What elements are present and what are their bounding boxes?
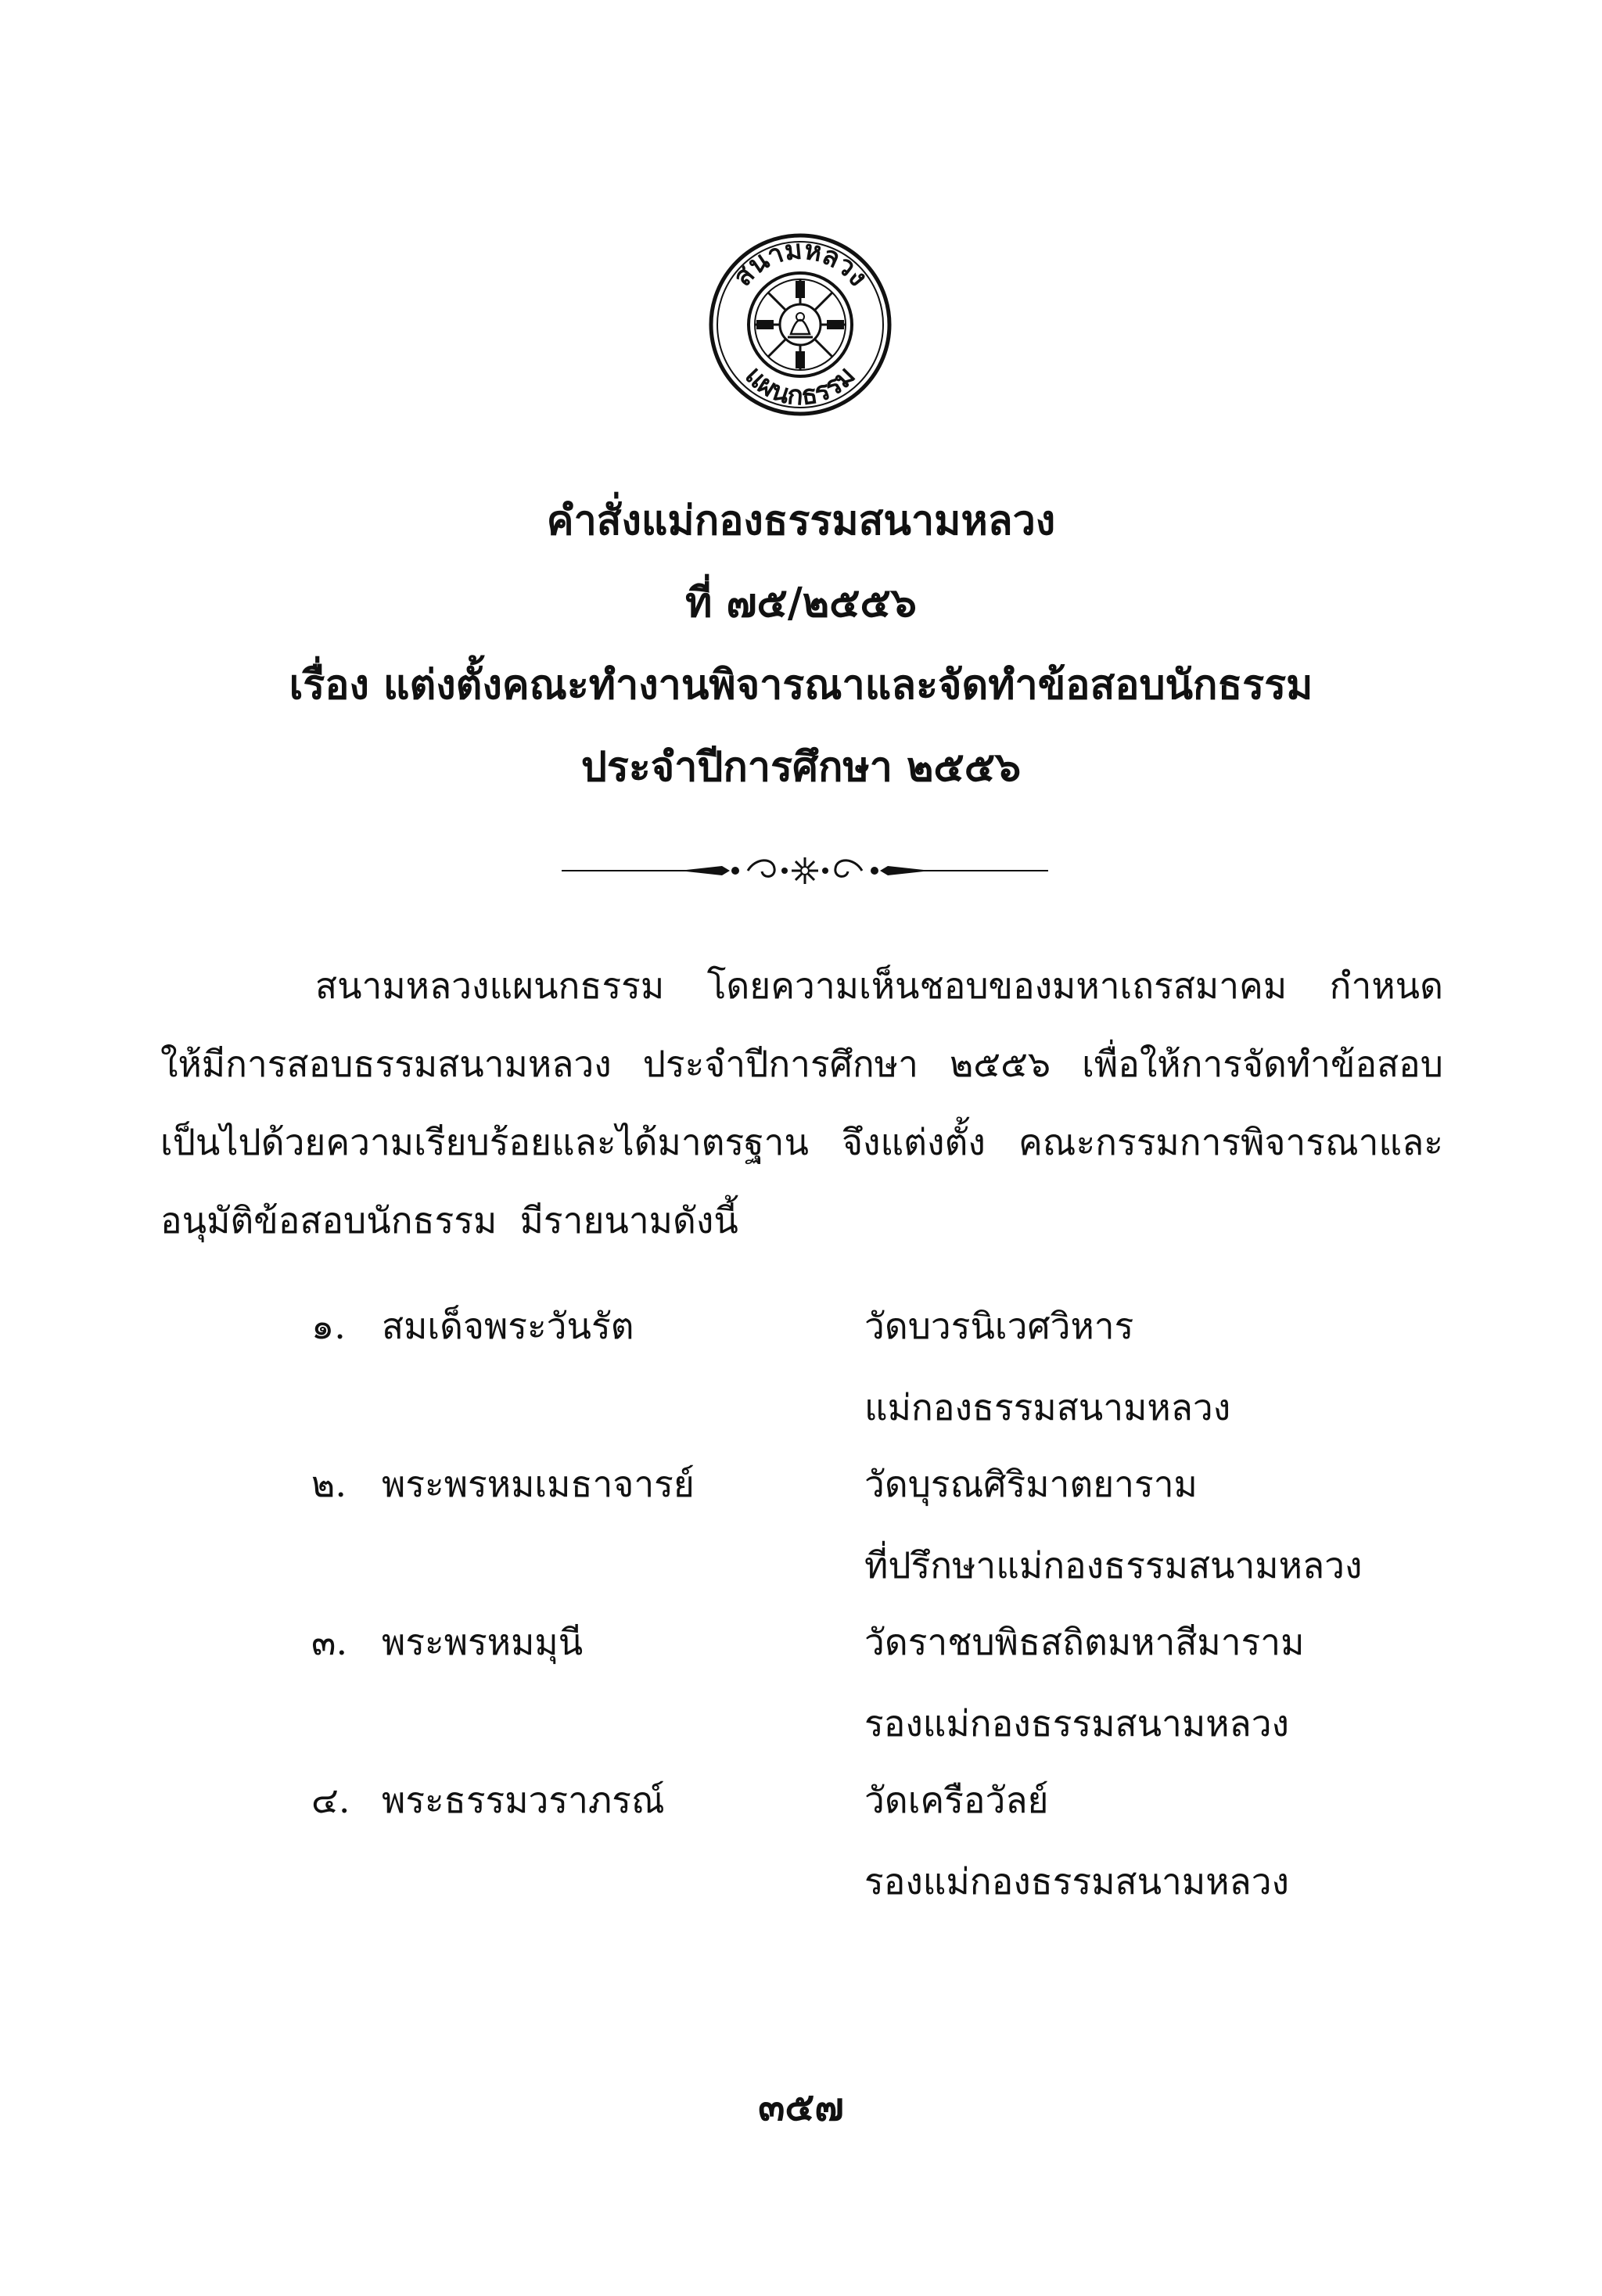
- body-line-1-word: สนามหลวงแผนกธรรม: [315, 965, 665, 1007]
- member-number: ๓.: [311, 1621, 348, 1663]
- member-temple: วัดบุรณศิริมาตยาราม: [864, 1463, 1198, 1505]
- member-role: แม่กองธรรมสนามหลวง: [864, 1386, 1231, 1428]
- body-line-2-word: เพื่อให้การจัดทำข้อสอบ: [1082, 1043, 1443, 1085]
- body-line-3: [160, 1121, 1443, 1163]
- order-subject: เรื่อง แต่งตั้งคณะทำงานพิจารณาและจัดทำข้อสอบนักธรรม: [289, 661, 1313, 709]
- page-number: ๓๕๗: [758, 2083, 844, 2129]
- body-line-1-word: โดยความเห็นชอบของมหาเถรสมาคม: [706, 965, 1288, 1007]
- member-temple: วัดเครือวัลย์: [864, 1779, 1049, 1821]
- body-line-1-word: กำหนด: [1329, 965, 1443, 1007]
- body-line-3-word: คณะกรรมการพิจารณาและ: [1018, 1121, 1443, 1163]
- member-role: รองแม่กองธรรมสนามหลวง: [864, 1702, 1289, 1744]
- body-line-2-word: ประจำปีการศึกษา: [642, 1043, 918, 1085]
- seal-top-text: สนามหลวง: [727, 234, 875, 293]
- ornament-icon: [562, 851, 1048, 890]
- member-number: ๑.: [311, 1305, 346, 1347]
- member-name: พระพรหมมุนี: [382, 1621, 584, 1663]
- member-temple: วัดบวรนิเวศวิหาร: [864, 1305, 1134, 1347]
- seal-bottom-text: แผนกธรรม: [738, 360, 862, 412]
- body-line-1: [315, 965, 1443, 1007]
- member-role: รองแม่กองธรรมสนามหลวง: [864, 1860, 1289, 1903]
- body-line-2-word: ให้มีการสอบธรรมสนามหลวง: [160, 1043, 612, 1085]
- member-temple: วัดราชบพิธสถิตมหาสีมาราม: [864, 1621, 1305, 1663]
- sanam-luang-seal-emblem: [706, 231, 894, 419]
- order-number: ที่ ๗๕/๒๕๕๖: [685, 579, 917, 627]
- member-name: พระพรหมเมธาจารย์: [382, 1463, 695, 1505]
- ornamental-divider: [562, 851, 1048, 890]
- body-line-3-word: เป็นไปด้วยความเรียบร้อยและได้มาตรฐาน: [160, 1121, 809, 1163]
- member-role: ที่ปรึกษาแม่กองธรรมสนามหลวง: [864, 1544, 1363, 1586]
- order-title: คำสั่งแม่กองธรรมสนามหลวง: [546, 497, 1056, 544]
- member-number: ๒.: [311, 1463, 347, 1505]
- order-subject-line2: ประจำปีการศึกษา ๒๕๕๖: [580, 743, 1022, 791]
- body-line-2: [160, 1043, 1443, 1085]
- dharma-wheel-seal-icon: [706, 231, 894, 419]
- body-line-3-word: จึงแต่งตั้ง: [842, 1121, 986, 1163]
- member-name: สมเด็จพระวันรัต: [382, 1305, 634, 1347]
- member-name: พระธรรมวราภรณ์: [382, 1779, 665, 1821]
- body-line-2-word: ๒๕๕๖: [949, 1043, 1051, 1085]
- body-line-4: อนุมัติข้อสอบนักธรรม มีรายนามดังนี้: [160, 1199, 738, 1241]
- member-number: ๔.: [311, 1779, 350, 1821]
